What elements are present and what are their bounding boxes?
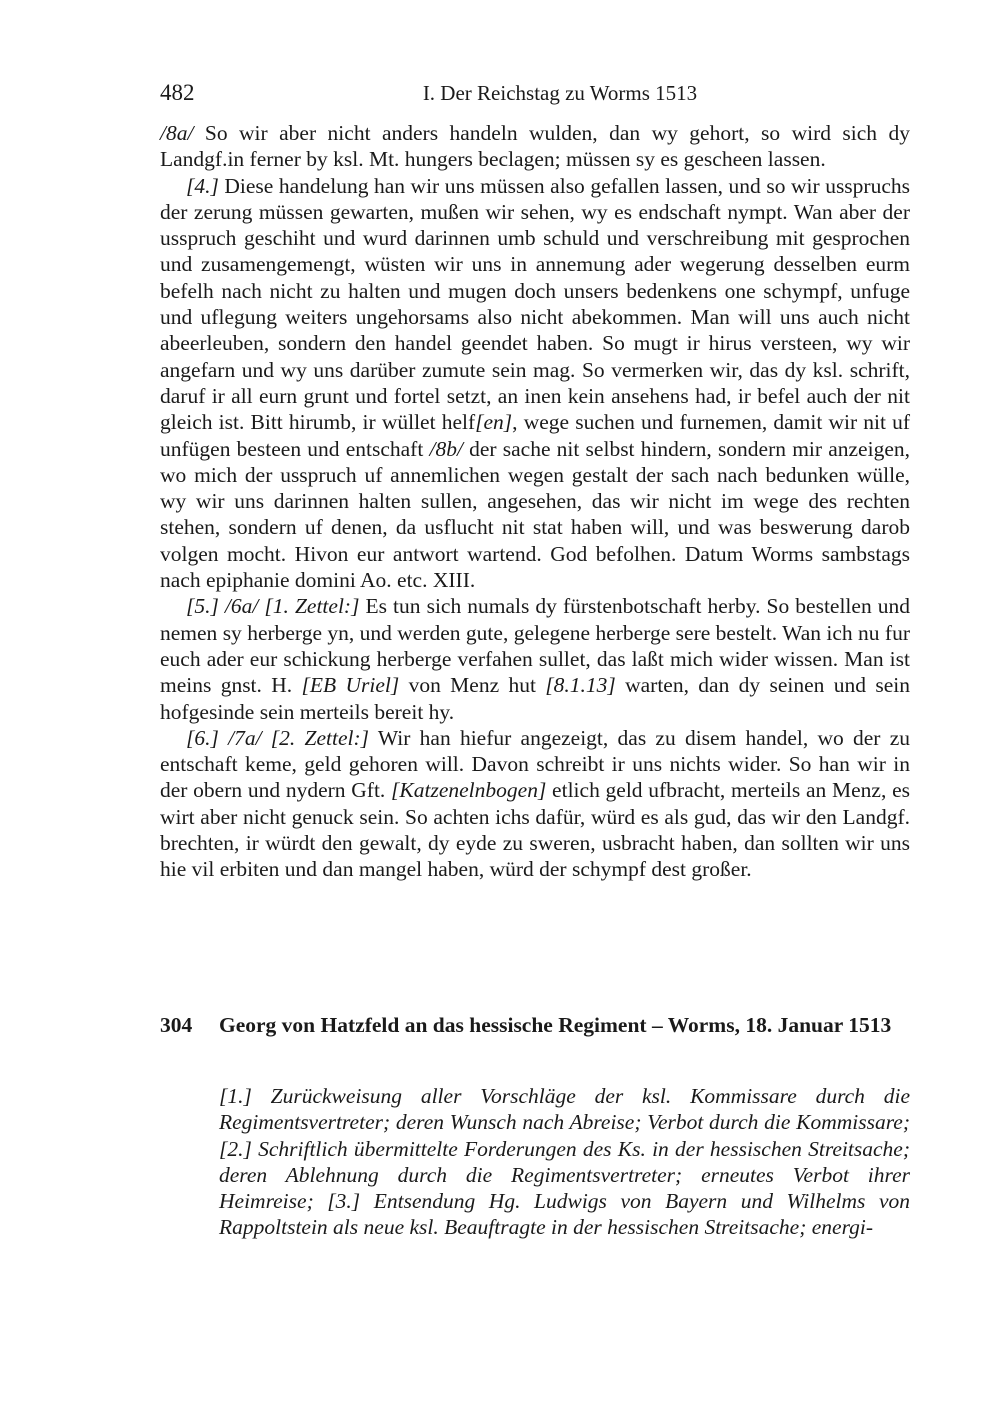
paragraph-number: [5.] /6a/ [1. Zettel:] <box>186 594 360 619</box>
paragraph-text: etlich geld ufbracht, merteils an Menz, es wirt aber nicht genuck sein. So achten ichs dafür, würd es als gud, das wir den Landgf. brechten, ir würdt den gewalt, dy eyde zu sweren, usbracht haben, dan sollten wir uns hie vil erbiten und dan mangel haben, würd der schympf dest großer. <box>160 778 910 882</box>
paragraph-text: warten, dan dy seinen und sein hofgesinde sein merteils bereit hy. <box>160 673 910 724</box>
paragraph-text: So wir aber nicht anders handeln wulden, dan wy gehort, so wird sich dy Landgf.in ferner by ksl. Mt. hungers beclagen; müssen sy es gescheen lassen. <box>160 121 910 172</box>
paragraph-5 <box>160 593 910 724</box>
paragraph-number: [4.] <box>186 173 219 198</box>
editorial-date: [8.1.13] <box>545 673 616 698</box>
paragraph-text: von Menz hut <box>399 673 546 698</box>
folio-ref: /8b/ <box>429 436 463 461</box>
editorial-note: [EB Uriel] <box>301 673 400 698</box>
document-title: Georg von Hatzfeld an das hessische Regiment – Worms, 18. Januar 1513 <box>219 1013 892 1037</box>
document-heading <box>160 1012 910 1038</box>
paragraph-8a <box>160 120 910 173</box>
paragraph-6 <box>160 725 910 883</box>
paragraph-text: der sache nit selbst hindern, sondern mir anzeigen, wo mich der usspruch uf annemlichen wegen gestalt der sach nach bedunken wülle, wy wir uns darinnen halten sullen, angesehen, das wir nicht im wege des rechten stehen, sondern uf denen, da usflucht nit stat haben will, und was beswerung darob volgen mocht. Hivon eur antwort wartend. God befolhen. Datum Worms sambstags nach epiphanie domini Ao. etc. XIII. <box>160 436 910 593</box>
paragraph-text: Es tun sich numals dy fürstenbotschaft herby. So bestellen und nemen sy herberge yn, und werden gute, gelegene herberge sere bestelt. Wan ich nu fur euch ader eur schickung herberge verfahen sullet, das laßt mich wider wissen. Man ist meins gnst. H. <box>160 594 910 698</box>
folio-ref: /8a/ <box>160 121 194 145</box>
document-regest: [1.] Zurückweisung aller Vorschläge der ksl. Kommissare durch die Regimentsvertreter; deren Wunsch nach Abreise; Verbot durch die Kommissare; [2.] Schriftlich übermittelte Forderungen des Ks. in der hessischen Streitsache; deren Ablehnung durch die Regimentsvertreter; erneutes Verbot ihrer Heimreise; [3.] Entsendung Hg. Ludwigs von Bayern und Wilhelms von Rappoltstein als neue ksl. Beauftragte in der hessischen Streitsache; energi- <box>219 1084 910 1240</box>
running-head <box>160 78 910 108</box>
body-text <box>160 120 910 883</box>
document-number: 304 <box>160 1013 193 1037</box>
editorial-insertion: [en] <box>475 410 513 435</box>
editorial-place: [Katzenelnbogen] <box>391 778 547 803</box>
page-number: 482 <box>160 80 195 105</box>
paragraph-text: , wege suchen und furnemen, damit wir nit uf unfügen besteen und entschaft <box>160 410 911 461</box>
paragraph-number: [6.] /7a/ [2. Zettel:] <box>186 725 370 750</box>
running-head-title: I. Der Reichstag zu Worms 1513 <box>422 81 698 105</box>
paragraph-text: Diese handelung han wir uns müssen also gefallen lassen, und so wir usspruchs der zerung müssen gewarten, mußen wir sehen, wy es endschaft nympt. Wan aber der usspruch geschiht und wurd darinnen umb schuld und verschreibung mit gesprochen und zusamengemengt, wüsten wir uns in annemung ader wegerung desselben eurm befelh nach nicht zu halten und mugen doch unsers bedenkens one schympf, unfuge und uflegung weiters ungehorsams also nicht abekommen. Man will uns auch nicht abeerleuben, sondern den handel geendet haben. So mugt ir hirus versteen, wy wir angefarn und wy uns darüber zumute sein mag. So vermerken wir, das dy ksl. schrift, daruf ir all eurn grunt und fortel setzt, an inen kein ansehens had, ir befel auch der nit gleich ist. Bitt hirumb, ir wüllet helf <box>160 173 910 435</box>
paragraph-4 <box>160 173 910 594</box>
paragraph-text: Wir han hiefur angezeigt, das zu disem handel, wo der zu entschaft keme, geld gehoren will. Davon schreibt ir uns nichts wider. So han wir in der obern und nydern Gft. <box>160 725 910 803</box>
